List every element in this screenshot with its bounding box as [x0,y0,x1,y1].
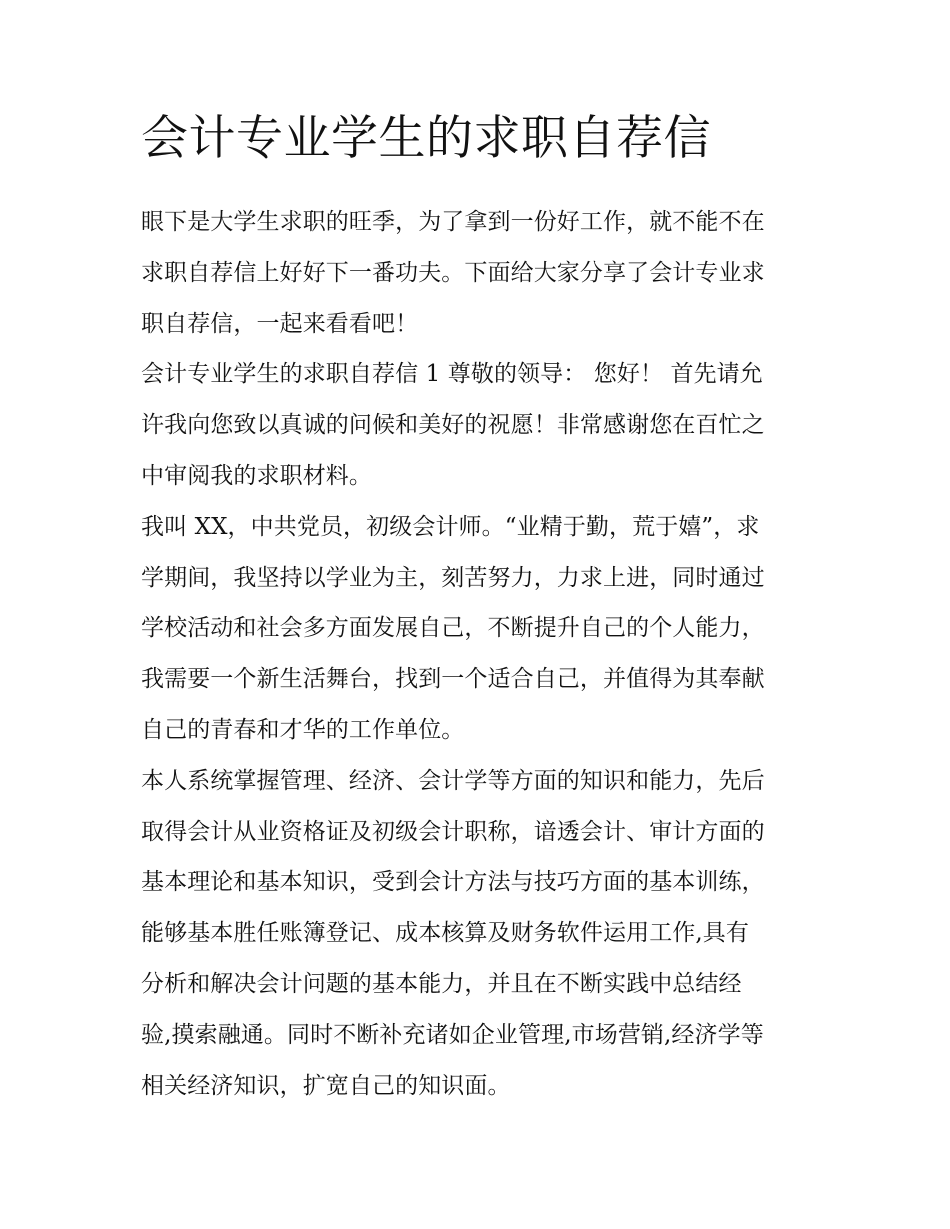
body-line: 能够基本胜任账簿登记、成本核算及财务软件运用工作,具有 [141,920,750,947]
body-line: 许我向您致以真诚的问候和美好的祝愿！非常感谢您在百忙之 [141,412,765,439]
body-line: 我需要一个新生活舞台，找到一个适合自己，并值得为其奉献 [141,666,765,693]
body-line: 眼下是大学生求职的旺季，为了拿到一份好工作，就不能不在 [141,209,765,235]
body-line: 本人系统掌握管理、经济、会计学等方面的知识和能力，先后 [141,767,765,794]
body-line: 会计专业学生的求职自荐信 1 尊敬的领导： 您好！ 首先请允 [141,361,763,388]
body-line: 中审阅我的求职材料。 [141,462,372,489]
body-line: 学校活动和社会多方面发展自己，不断提升自己的个人能力， [141,615,765,642]
body-line: 分析和解决会计问题的基本能力，并且在不断实践中总结经 [141,970,742,997]
body-line: 验,摸索融通。同时不断补充诸如企业管理,市场营销,经济学等 [141,1021,764,1048]
body-line: 求职自荐信上好好下一番功夫。下面给大家分享了会计专业求 [141,259,765,286]
body-line: 相关经济知识，扩宽自己的知识面。 [141,1072,511,1099]
body-line: 取得会计从业资格证及初级会计职称，谙透会计、审计方面的 [141,818,765,845]
document-title: 会计专业学生的求职自荐信 [141,111,711,166]
body-line: 基本理论和基本知识，受到会计方法与技巧方面的基本训练， [141,869,765,896]
body-line: 职自荐信，一起来看看吧！ [141,310,419,337]
body-line: 我叫 XX，中共党员，初级会计师。“业精于勤，荒于嬉”，求 [141,513,760,540]
body-line: 自己的青春和才华的工作单位。 [141,716,465,743]
body-line: 学期间，我坚持以学业为主，刻苦努力，力求上进，同时通过 [141,564,765,591]
document-body [141,197,821,1111]
